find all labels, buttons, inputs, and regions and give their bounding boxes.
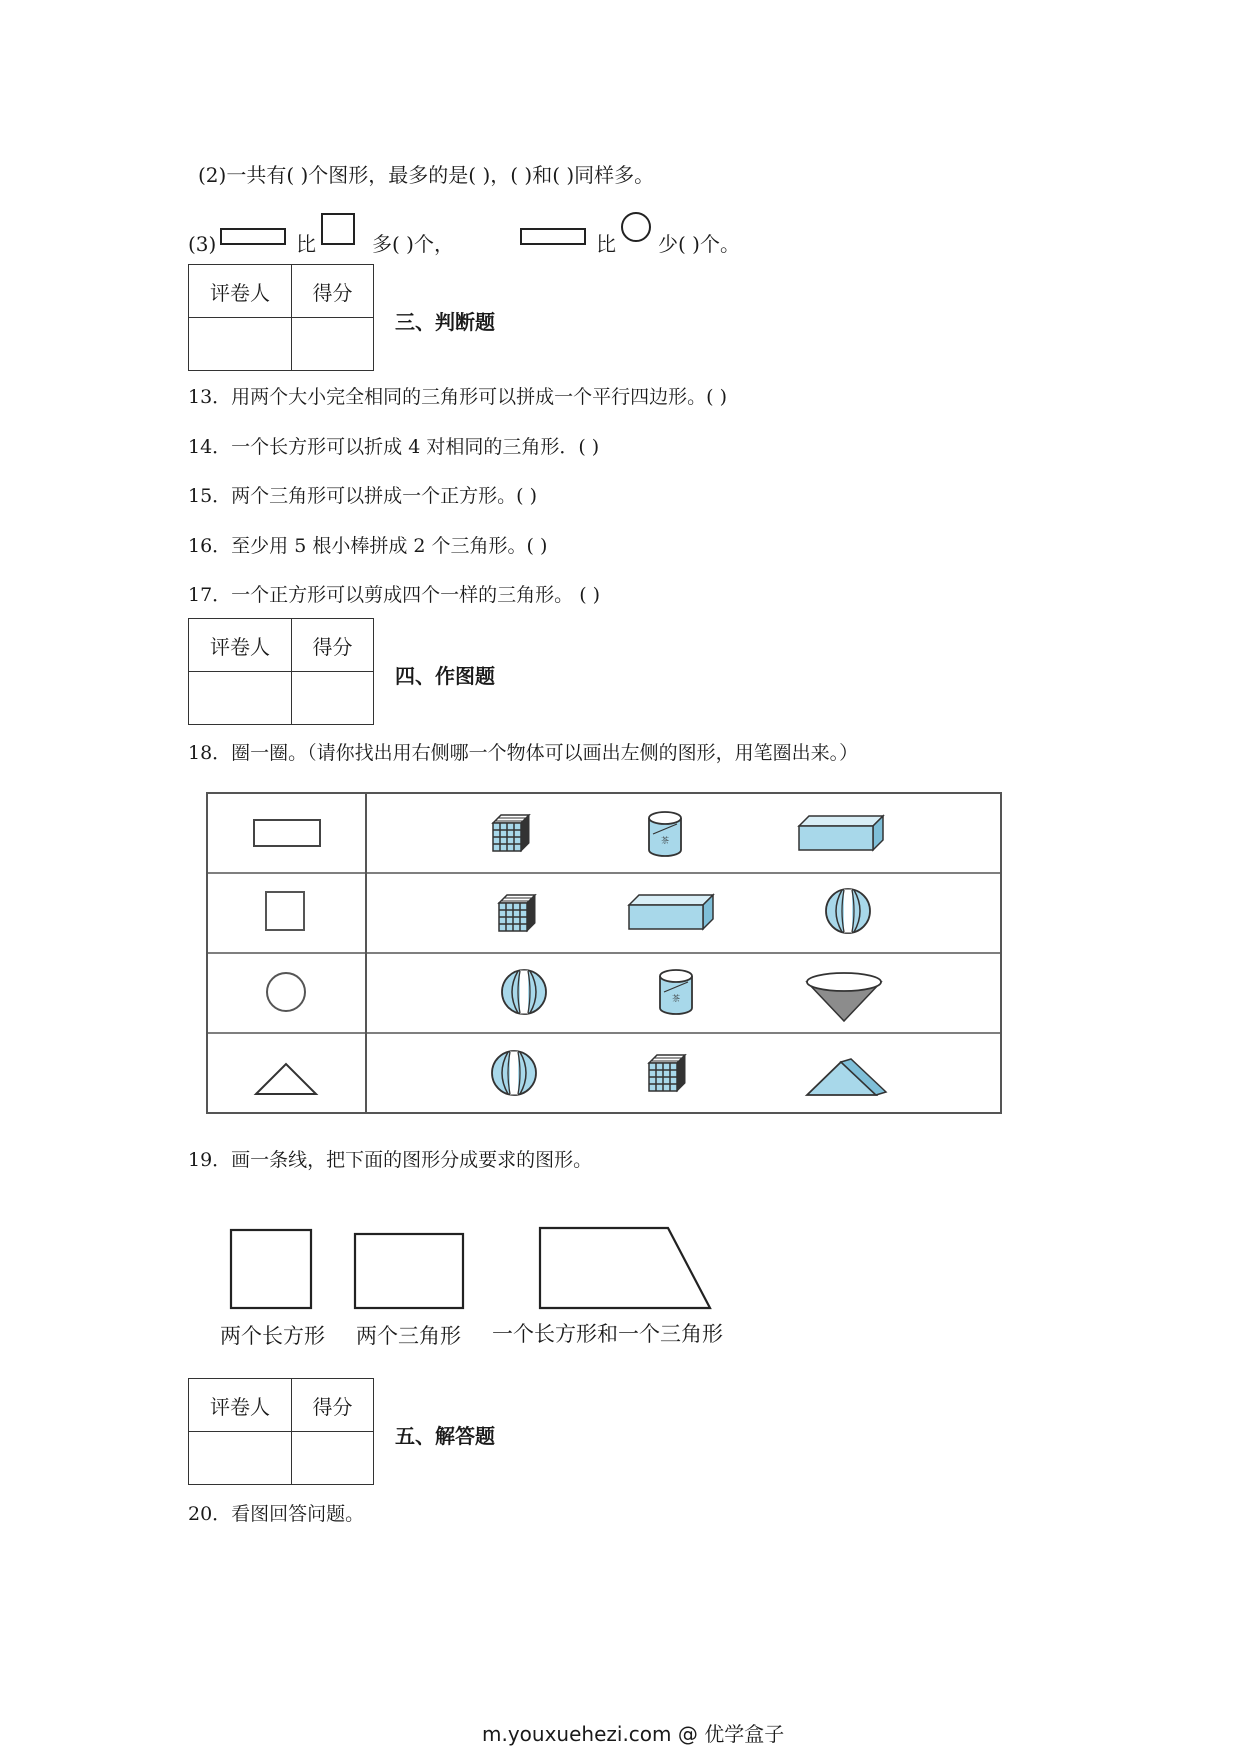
q2-part3-bi2: 比 — [596, 232, 616, 256]
rectangle-icon — [520, 228, 588, 248]
ball-icon — [826, 889, 870, 933]
score-box — [188, 264, 374, 371]
caption-two-rectangles: 两个长方形 — [220, 1324, 325, 1348]
question-16: 16．至少用 5 根小棒拼成 2 个三角形。( ) — [188, 535, 548, 557]
reviewer-cell[interactable] — [189, 672, 292, 725]
q19-figures — [226, 1226, 726, 1316]
section-title-drawing: 四、作图题 — [395, 664, 495, 688]
square-icon — [266, 892, 304, 930]
circle-icon — [619, 211, 653, 245]
rectangle-icon — [220, 228, 288, 248]
reviewer-label: 评卷人 — [189, 265, 292, 318]
reviewer-cell[interactable] — [189, 1432, 292, 1485]
section-title-answer: 五、解答题 — [395, 1424, 495, 1448]
trapezoid-figure — [540, 1228, 710, 1308]
question-15: 15．两个三角形可以拼成一个正方形。( ) — [188, 485, 538, 507]
triangle-icon — [256, 1064, 316, 1094]
ball-icon — [502, 970, 546, 1014]
q2-part3-duo: 多( )个， — [372, 232, 454, 256]
reviewer-label: 评卷人 — [189, 1379, 292, 1432]
score-label: 得分 — [292, 1379, 374, 1432]
question-17: 17．一个正方形可以剪成四个一样的三角形。 ( ) — [188, 584, 601, 606]
q18-shape-table: 茶 — [206, 792, 1002, 1114]
question-14: 14．一个长方形可以折成 4 对相同的三角形．( ) — [188, 436, 600, 458]
circle-icon — [267, 973, 305, 1011]
cuboid-box-icon — [799, 816, 883, 850]
caption-rectangle-and-triangle: 一个长方形和一个三角形 — [492, 1322, 723, 1346]
cone-icon — [807, 973, 881, 1021]
q2-part3-shao: 少( )个。 — [658, 232, 740, 256]
q2-part2: (2)一共有( )个图形，最多的是( )，( )和( )同样多。 — [198, 163, 655, 187]
question-20: 20．看图回答问题。 — [188, 1503, 365, 1525]
cylinder-can-icon — [660, 970, 692, 1014]
triangular-prism-icon — [807, 1059, 886, 1095]
rectangle-icon — [254, 820, 320, 846]
score-label: 得分 — [292, 619, 374, 672]
question-18: 18．圈一圈。（请你找出用右侧哪一个物体可以画出左侧的图形，用笔圈出来。） — [188, 742, 859, 764]
cylinder-can-icon — [649, 812, 681, 856]
cuboid-box-icon — [629, 895, 713, 929]
caption-two-triangles: 两个三角形 — [356, 1324, 461, 1348]
question-19: 19．画一条线，把下面的图形分成要求的图形。 — [188, 1149, 593, 1171]
q2-part3-bi1: 比 — [296, 232, 316, 256]
reviewer-cell[interactable] — [189, 318, 292, 371]
rubik-cube-icon — [499, 895, 535, 931]
rubik-cube-icon — [493, 815, 529, 851]
rubik-cube-icon — [649, 1055, 685, 1091]
square-icon — [320, 212, 358, 246]
ball-icon — [492, 1051, 536, 1095]
reviewer-label: 评卷人 — [189, 619, 292, 672]
score-label: 得分 — [292, 265, 374, 318]
score-cell[interactable] — [292, 318, 374, 371]
section-title-judgement: 三、判断题 — [395, 310, 495, 334]
q2-part3-prefix: (3) — [188, 232, 217, 256]
score-box — [188, 1378, 374, 1485]
square-figure — [231, 1230, 311, 1308]
score-cell[interactable] — [292, 672, 374, 725]
score-box — [188, 618, 374, 725]
footer-watermark: m.youxuehezi.com @ 优学盒子 — [482, 1722, 785, 1746]
question-13: 13．用两个大小完全相同的三角形可以拼成一个平行四边形。( ) — [188, 386, 728, 408]
score-cell[interactable] — [292, 1432, 374, 1485]
rectangle-figure — [355, 1234, 463, 1308]
